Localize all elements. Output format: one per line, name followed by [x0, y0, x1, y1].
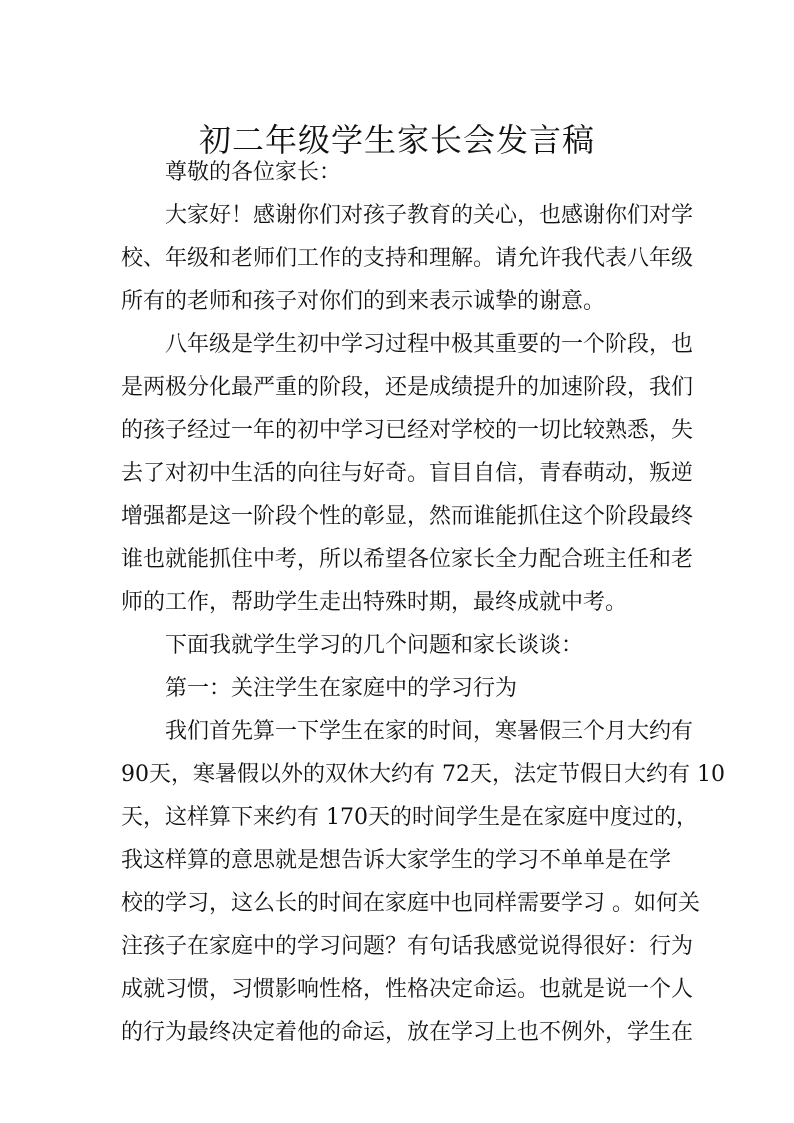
paragraph-line: 去了对初中生活的向往与好奇。盲目自信，青春萌动，叛逆 [121, 461, 694, 486]
paragraph-line: 增强都是这一阶段个性的彰显，然而谁能抓住这个阶段最终 [121, 504, 694, 529]
paragraph-line: 校的学习，这么长的时间在家庭中也同样需要学习 。如何关 [121, 891, 700, 916]
paragraph-line: 所有的老师和孩子对你们的到来表示诚挚的谢意。 [121, 289, 606, 314]
paragraph-line: 我们首先算一下学生在家的时间，寒暑假三个月大约有 [165, 719, 694, 744]
section-heading: 第一：关注学生在家庭中的学习行为 [165, 676, 518, 701]
greeting-line: 尊敬的各位家长： [165, 160, 342, 185]
paragraph-line: 是两极分化最严重的阶段，还是成绩提升的加速阶段，我们 [121, 375, 694, 400]
paragraph-line: 天，这样算下来约有 170天的时间学生是在家庭中度过的， [121, 805, 698, 830]
paragraph-line: 成就习惯，习惯影响性格，性格决定命运。也就是说一个人 [121, 977, 694, 1002]
document-title: 初二年级学生家长会发言稿 [198, 121, 595, 160]
paragraph-line: 我这样算的意思就是想告诉大家学生的学习不单单是在学 [121, 848, 672, 873]
paragraph-line: 大家好！感谢你们对孩子教育的关心，也感谢你们对学 [165, 203, 694, 228]
paragraph-line: 的孩子经过一年的初中学习已经对学校的一切比较熟悉，失 [121, 418, 694, 443]
paragraph-line: 90天，寒暑假以外的双休大约有 72天，法定节假日大约有 10 [121, 762, 725, 787]
paragraph-line: 师的工作，帮助学生走出特殊时期，最终成就中考。 [121, 590, 628, 615]
paragraph-line: 注孩子在家庭中的学习问题？有句话我感觉说得很好：行为 [121, 934, 694, 959]
paragraph-line: 谁也就能抓住中考，所以希望各位家长全力配合班主任和老 [121, 547, 694, 572]
paragraph-line: 的行为最终决定着他的命运，放在学习上也不例外，学生在 [121, 1020, 694, 1045]
paragraph-line: 下面我就学生学习的几个问题和家长谈谈： [165, 633, 584, 658]
paragraph-line: 校、年级和老师们工作的支持和理解。请允许我代表八年级 [121, 246, 694, 271]
paragraph-line: 八年级是学生初中学习过程中极其重要的一个阶段，也 [165, 332, 694, 357]
